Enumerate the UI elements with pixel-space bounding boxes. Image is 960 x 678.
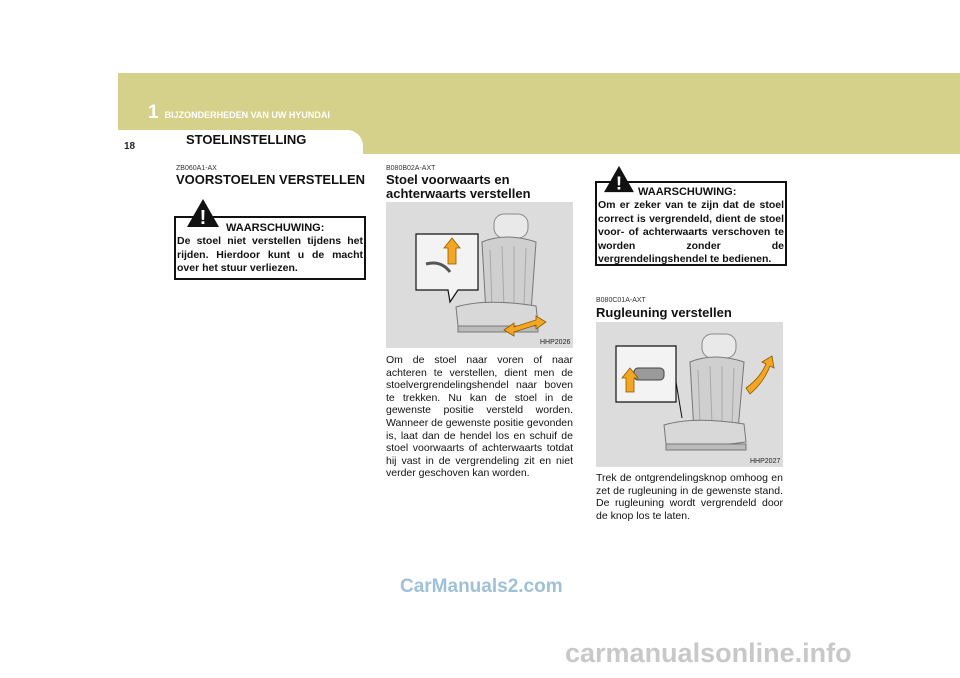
warning-triangle-icon	[603, 165, 635, 193]
section-code: ZB060A1-AX	[176, 165, 217, 172]
image-label: HHP2027	[750, 458, 781, 465]
chapter-number: 1	[148, 102, 159, 123]
watermark-carmanuals2[interactable]: CarManuals2.com	[400, 576, 563, 597]
svg-text:!: !	[615, 172, 623, 193]
section-heading: VOORSTOELEN VERSTELLEN	[176, 172, 366, 187]
watermark-carmanualsonline[interactable]: carmanualsonline.info	[565, 638, 852, 668]
section-heading-line1: Stoel voorwaarts en	[386, 172, 510, 187]
chapter-title: BIJZONDERHEDEN VAN UW HYUNDAI	[164, 110, 330, 120]
section-code: B080B02A-AXT	[386, 165, 436, 172]
warning-triangle-icon	[186, 198, 220, 228]
backrest-illustration	[596, 322, 783, 467]
section-code: B080C01A-AXT	[596, 297, 646, 304]
section-title: STOELINSTELLING	[186, 132, 307, 147]
page-number: 18	[124, 141, 136, 152]
chapter-header	[148, 102, 330, 124]
seat-slide-illustration	[386, 202, 573, 348]
warning-text: De stoel niet verstellen tijdens het rijden. Hierdoor kunt u de macht over het stuur verliezen.	[177, 235, 363, 274]
seat-recline-icon	[596, 322, 783, 467]
image-label: HHP2026	[540, 339, 571, 346]
warning-text: Om er zeker van te zijn dat de stoel correct is vergrendeld, dient de stoel voor- of achterwaarts verschoven te worden zonder de vergrendelingshendel te bedienen.	[598, 199, 784, 265]
section-heading: Rugleuning verstellen	[596, 305, 732, 320]
body-text: Om de stoel naar voren of naar achteren te verstellen, dient men de stoelvergrendelingshendel naar boven te trekken. Nu kan de stoel in de gewenste positie versteld worden. Wanneer de gewenste positie gevonden is, laat dan de hendel los en schuif de stoel voorwaarts of achterwaarts totdat hij vast in de vergrendeling zit en niet verder geschoven kan worden.	[386, 354, 573, 480]
body-text: Trek de ontgrendelingsknop omhoog en zet de rugleuning in de gewenste stand. De rugleuning wordt vergrendeld door de knop los te laten.	[596, 472, 783, 522]
seat-icon	[386, 202, 573, 348]
warning-title: WAARSCHUWING:	[226, 222, 325, 234]
warning-title: WAARSCHUWING:	[638, 186, 737, 198]
section-heading-line2: achterwaarts verstellen	[386, 186, 531, 201]
svg-text:!: !	[199, 207, 207, 228]
